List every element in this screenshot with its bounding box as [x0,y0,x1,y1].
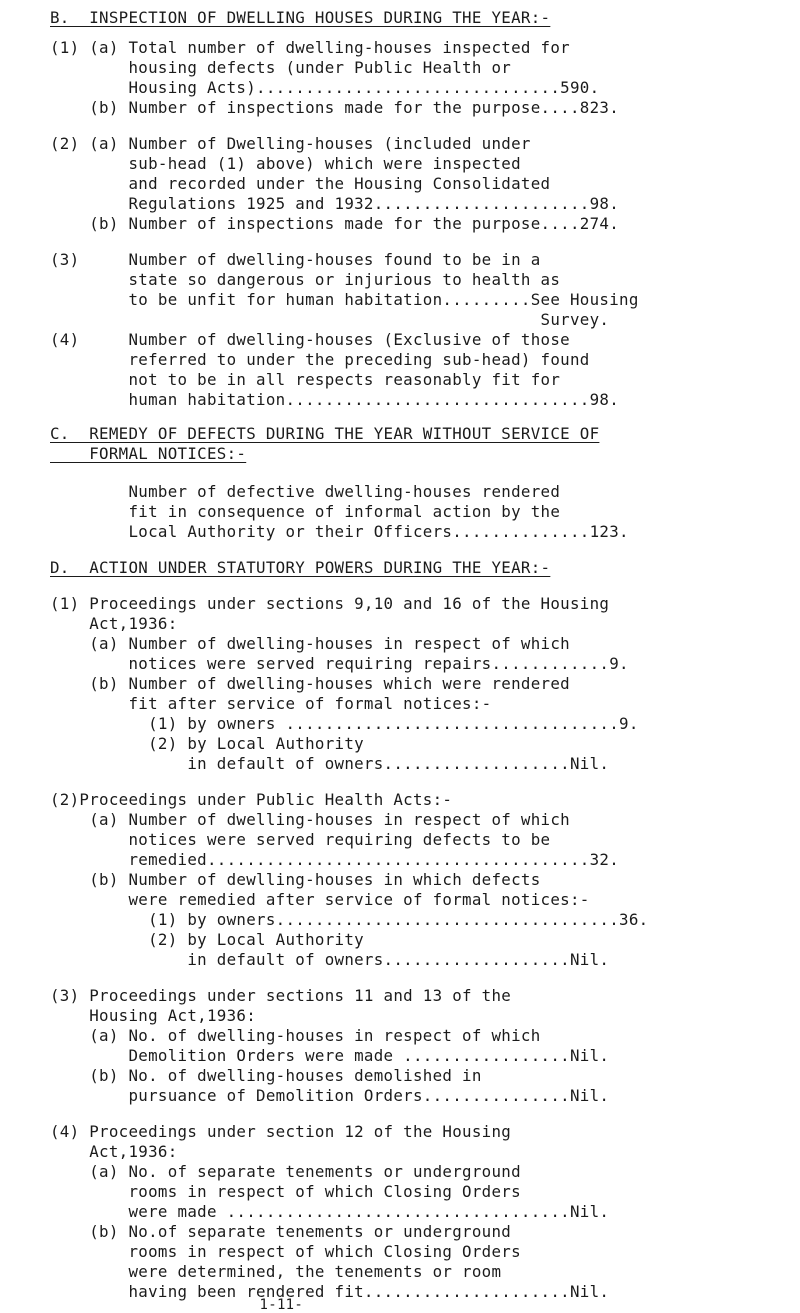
text-line: (2) by Local Authority [50,930,364,949]
text-line: housing defects (under Public Health or [50,58,512,77]
text-line: Demolition Orders were made .................Nil. [50,1046,610,1065]
text-line: fit after service of formal notices:- [50,694,492,713]
text-line: rooms in respect of which Closing Orders [50,1182,521,1201]
text-line: fit in consequence of informal action by the [50,502,561,521]
text-line: (a) Number of dwelling-houses in respect of which [50,634,570,653]
text-line: human habitation...............................98. [50,390,620,409]
text-line: sub-head (1) above) which were inspected [50,154,521,173]
text-line: (2) (a) Number of Dwelling-houses (included under [50,134,531,153]
text-line: Act,1936: [50,614,178,633]
text-line: Housing Act,1936: [50,1006,257,1025]
text-line: Number of defective dwelling-houses rendered [50,482,561,501]
text-line: (4) Number of dwelling-houses (Exclusive of those [50,330,570,349]
text-line: referred to under the preceding sub-head) found [50,350,590,369]
text-line: (4) Proceedings under section 12 of the Housing [50,1122,512,1141]
text-line: and recorded under the Housing Consolidated [50,174,551,193]
text-line: having been rendered fit.....................Nil. [50,1282,610,1301]
text-line: (3) Number of dwelling-houses found to be in a [50,250,541,269]
text-line: Survey. [50,310,610,329]
section-c-heading-cont: FORMAL NOTICES:- [50,444,247,463]
text-line: (b) Number of inspections made for the purpose....823. [50,98,620,117]
section-b-heading: B. INSPECTION OF DWELLING HOUSES DURING THE YEAR:- [50,8,551,27]
text-line: were made ...................................Nil. [50,1202,610,1221]
text-line: (3) Proceedings under sections 11 and 13 of the [50,986,512,1005]
text-line: Regulations 1925 and 1932......................98. [50,194,620,213]
text-line: Act,1936: [50,1142,178,1161]
text-line: Local Authority or their Officers..............123. [50,522,629,541]
text-line: notices were served requiring repairs............9. [50,654,629,673]
text-line: remedied.......................................32. [50,850,620,869]
text-line: not to be in all respects reasonably fit for [50,370,561,389]
text-line: (b) No. of dwelling-houses demolished in [50,1066,482,1085]
text-line: rooms in respect of which Closing Orders [50,1242,521,1261]
section-c-heading: C. REMEDY OF DEFECTS DURING THE YEAR WITHOUT SERVICE OF [50,424,600,443]
text-line: (b) Number of inspections made for the purpose....274. [50,214,620,233]
text-line: (1) by owners...................................36. [50,910,649,929]
text-line: in default of owners...................Nil. [50,754,610,773]
text-line: (a) Number of dwelling-houses in respect of which [50,810,570,829]
text-line: (2) by Local Authority [50,734,364,753]
text-line: (b) No.of separate tenements or underground [50,1222,512,1241]
text-line: Housing Acts)...............................590. [50,78,600,97]
text-line: in default of owners...................Nil. [50,950,610,969]
text-line: (2)Proceedings under Public Health Acts:- [50,790,453,809]
text-line: notices were served requiring defects to be [50,830,551,849]
text-line: (b) Number of dwelling-houses which were rendered [50,674,570,693]
text-line: pursuance of Demolition Orders...............Nil. [50,1086,610,1105]
section-d-heading: D. ACTION UNDER STATUTORY POWERS DURING THE YEAR:- [50,558,551,577]
page-number: 1-11- [50,1297,304,1313]
text-line: (1) by owners ..................................9. [50,714,639,733]
text-line: were determined, the tenements or room [50,1262,502,1281]
text-line: (1) Proceedings under sections 9,10 and 16 of the Housing [50,594,610,613]
text-line: state so dangerous or injurious to health as [50,270,561,289]
text-line: (a) No. of dwelling-houses in respect of which [50,1026,541,1045]
text-line: (a) No. of separate tenements or underground [50,1162,521,1181]
text-line: (b) Number of dewlling-houses in which defects [50,870,541,889]
text-line: to be unfit for human habitation.........See Housing [50,290,639,309]
text-line: were remedied after service of formal notices:- [50,890,590,909]
text-line: (1) (a) Total number of dwelling-houses inspected for [50,38,570,57]
